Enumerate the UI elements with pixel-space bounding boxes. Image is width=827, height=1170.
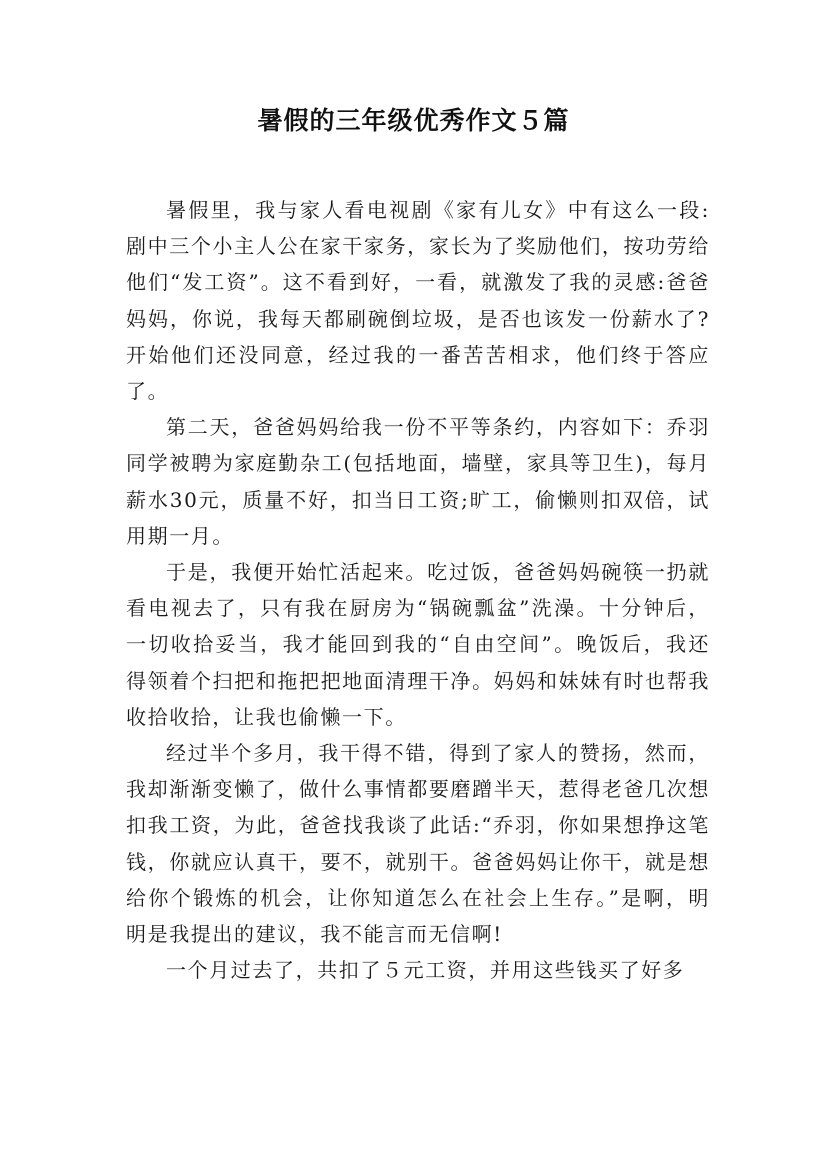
paragraph-4: 经过半个多月，我干得不错，得到了家人的赞扬，然而，我却渐渐变懒了，做什么事情都要磨蹭半天，惹得老爸几次想扣我工资，为此，爸爸找我谈了此话:“乔羽，你如果想挣这笔钱，你就应认真干，要不，就别干。爸爸妈妈让你干，就是想给你个锻炼的机会，让你知道怎么在社会上生存。”是啊，明明是我提出的建议，我不能言而无信啊!	[126, 741, 710, 947]
paragraph-1: 暑假里，我与家人看电视剧《家有儿女》中有这么一段:剧中三个小主人公在家干家务，家长为了奖励他们，按功劳给他们“发工资”。这不看到好，一看，就激发了我的灵感:爸爸妈妈，你说，我每天都刷碗倒垃圾，是否也该发一份薪水了?开始他们还没同意，经过我的一番苦苦相求，他们终于答应了。	[126, 198, 710, 404]
document-title: 暑假的三年级优秀作文５篇	[257, 106, 570, 135]
document-body	[126, 192, 710, 988]
paragraph-5: 一个月过去了，共扣了５元工资，并用这些钱买了好多	[166, 958, 685, 983]
paragraph-3: 于是，我便开始忙活起来。吃过饭，爸爸妈妈碗筷一扔就看电视去了，只有我在厨房为“锅碗瓢盆”洗澡。十分钟后，一切收拾妥当，我才能回到我的“自由空间”。晚饭后，我还得领着个扫把和拖把把地面清理干净。妈妈和妹妹有时也帮我收拾收拾，让我也偷懒一下。	[126, 560, 710, 729]
paragraph-2: 第二天，爸爸妈妈给我一份不平等条约，内容如下：乔羽同学被聘为家庭勤杂工(包括地面，墙壁，家具等卫生)，每月薪水30元，质量不好，扣当日工资;旷工，偷懒则扣双倍，试用期一月。	[126, 415, 710, 548]
